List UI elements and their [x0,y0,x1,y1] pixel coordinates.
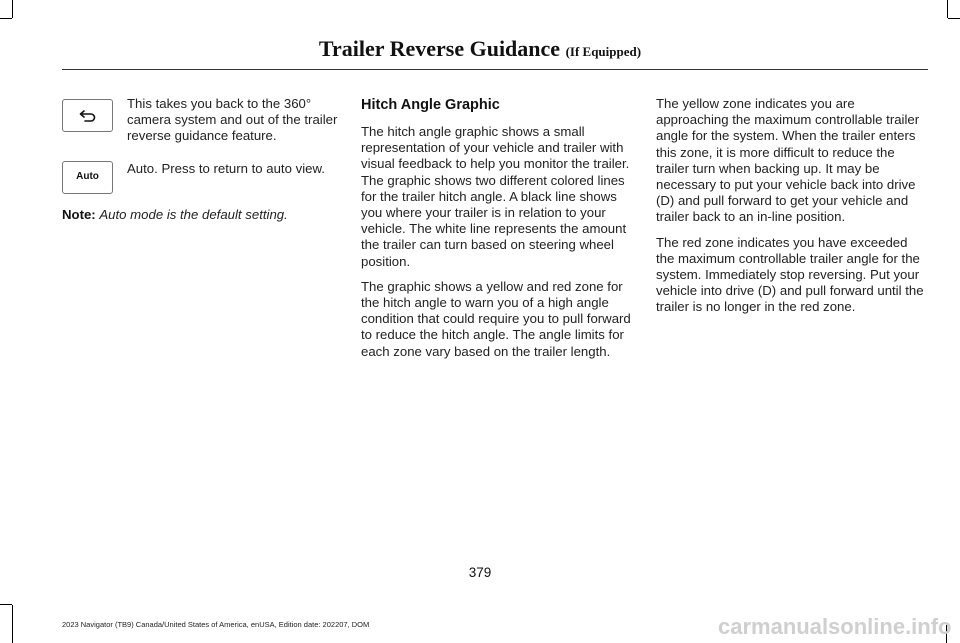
crop-mark [12,605,13,643]
edition-footer: 2023 Navigator (TB9) Canada/United States of America, enUSA, Edition date: 202207, DOM [62,620,370,629]
left-column [62,96,338,223]
note [62,207,338,223]
crop-mark [0,604,12,605]
note-text: Auto mode is the default setting. [99,206,288,222]
button-description-row [62,158,338,194]
paragraph: The hitch angle graphic shows a small representation of your vehicle and trailer with visual feedback to help you monitor the trailer. The graphic shows two different colored lines for the trailer hitch angle. A black line shows you where your trailer is in relation to your vehicle. The white line represents the amount the trailer can turn based on steering wheel position. [361,124,630,269]
right-column [656,96,928,325]
crop-mark [948,18,960,19]
header-title: Trailer Reverse Guidance [318,36,561,61]
crop-mark [12,0,13,18]
auto-button-graphic: Auto [62,161,113,194]
paragraph: The graphic shows a yellow and red zone for the hitch angle to warn you of a high angle condition that could require you to pull forward to reduce the hitch angle. The angle limits for each zone vary based on the trailer length. [361,278,631,359]
page-number: 379 [468,565,492,580]
paragraph: The red zone indicates you have exceeded the maximum controllable trailer angle for the system. Immediately stop reversing. Put your vehicle into drive (D) and pull forward until the trailer is no longer in the red zone. [656,234,924,315]
note-label: Note: [62,206,96,222]
back-button-description: This takes you back to the 360° camera system and out of the trailer reverse guidance feature. [127,96,338,144]
button-description-row [62,96,338,145]
section-heading: Hitch Angle Graphic [361,97,500,113]
back-button-graphic [62,99,113,132]
header-divider [62,69,928,70]
paragraph: The yellow zone indicates you are approaching the maximum controllable trailer angle for the system. When the trailer enters this zone, it is more difficult to reduce the trailer turn when backing up. It may be necessary to put your vehicle back into drive (D) and pull forward to get your vehicle and trailer back to an in-line position. [656,96,920,225]
watermark: carmanualsonline.info [718,614,952,639]
crop-mark [0,18,12,19]
middle-column [361,96,633,369]
page-header [0,36,960,62]
crop-mark [947,0,948,18]
back-arrow-icon [79,110,97,122]
auto-button-description: Auto. Press to return to auto view. [127,160,325,176]
header-subtitle: (If Equipped) [565,44,642,59]
